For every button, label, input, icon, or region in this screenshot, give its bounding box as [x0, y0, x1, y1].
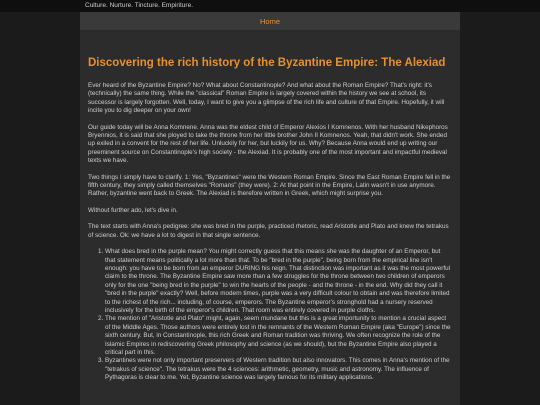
article-numbered-list	[88, 248, 452, 383]
list-item: 2. The mention of "Aristotle and Plato" might, again, seem mundane but this is a great importunity to mention a crucial aspect of the Middle Ages. Those authors were entirely lost in the remnants of the Western Roman Empire (aka "Europe") since the sixth century. But, in Constantinople, this rich Greek and Roman tradition was thriving. We often recognize the role of the Islamic Empires in rediscovering Greek philosophy and science (as we should), but the Byzantine Empire also played a critical part in this.	[105, 315, 452, 357]
article-paragraph: Ever heard of the Byzantine Empire? No? What about Constantinople? And what about the Roman Empire? That's right: it's (technically) the same thing. While the "classical" Roman Empire is largely covered within the history we see at school, its successor is largely forgotten. Well, today, I want to give you a glimpse of the rich life and culture of that Empire. Hopefully, it will incite you to dig deeper on your own!	[88, 82, 445, 115]
nav-bar	[80, 12, 460, 30]
site-tagline: Culture. Nurture. Tincture. Empiriture.	[85, 2, 194, 9]
article-paragraph: Our guide today will be Anna Komnene. Anna was the eldest child of Emperor Alexios I Komnenos. With her husband Nikephoros Bryennios, it is said that she ployed to take the throne from her little brother John II Komnenos. Yeah, that didn't work. She ended up exiled in a convent for the rest of her life. Unluckily for her, but luckily for us. Why? Because Anna would end up writing our preeminent source on Constantinople's high society - the Alexiad. It is probably one of the most important and impactful medieval texts we have.	[88, 123, 448, 165]
list-item: 1. What does bred in the purple mean? You might correctly guess that this means she was the daughter of an Emperor, but that statement means politically a lot more than that. To be "bred in the purple", being born from the empirical line isn't enough: you have to be born from an emperor DURING his reign. That distinction was important as it was the most powerful claim to the throne. The Byzantine Empire saw more than a few struggles for the throne between two children of emperors only for the one "being bred in the purple" to win the hearts of the people - and the throne - in the end. Why did they call it "bred in the purple" exactly? Well, before modern times, purple was a very difficult colour to obtain and was therefore limited to the richest of the rich... including, of course, emperors. The Byzantine emperor's stronghold had a nursery reserved inclusively for the birth of the emperor's children. That room was entirely covered in purple cloths.	[105, 248, 452, 315]
nav-home-link[interactable]: Home	[259, 16, 280, 26]
article-paragraph: Two things I simply have to clarify. 1: Yes, "Byzantines" were the Western Roman Empire. Since the East Roman Empire fell in the fifth century, they simply called themselves "Romans" (they were). 2: At that point in the Empire, Latin wasn't in use anymore. Rather, byzantine went back to Greek. The Alexiad is therefore written in Greek, which might surprise you.	[88, 173, 451, 198]
article-paragraph: The text starts with Anna's pedigree: she was bred in the purple, practiced rhetoric, read Aristotle and Plato and knew the tetrakus of science. Ok: we have a lot to digest in that single sentence.	[88, 223, 449, 239]
article-paragraph: Without further ado, let's dive in.	[88, 206, 178, 214]
article-title: Discovering the rich history of the Byzantine Empire: The Alexiad	[88, 57, 446, 69]
article-container	[80, 30, 460, 405]
top-bar	[0, 0, 540, 12]
list-item: 3. Byzantines were not only important preservers of Western tradition but also innovators. This comes in Anna's mention of the "tetrakus of science". The tetrakus were the 4 sciences: arithmetic, geometry, music and astronomy. The influence of Pythagoras is clear to me. Yet, Byzantine science was largely famous for its military applications.	[105, 357, 452, 382]
